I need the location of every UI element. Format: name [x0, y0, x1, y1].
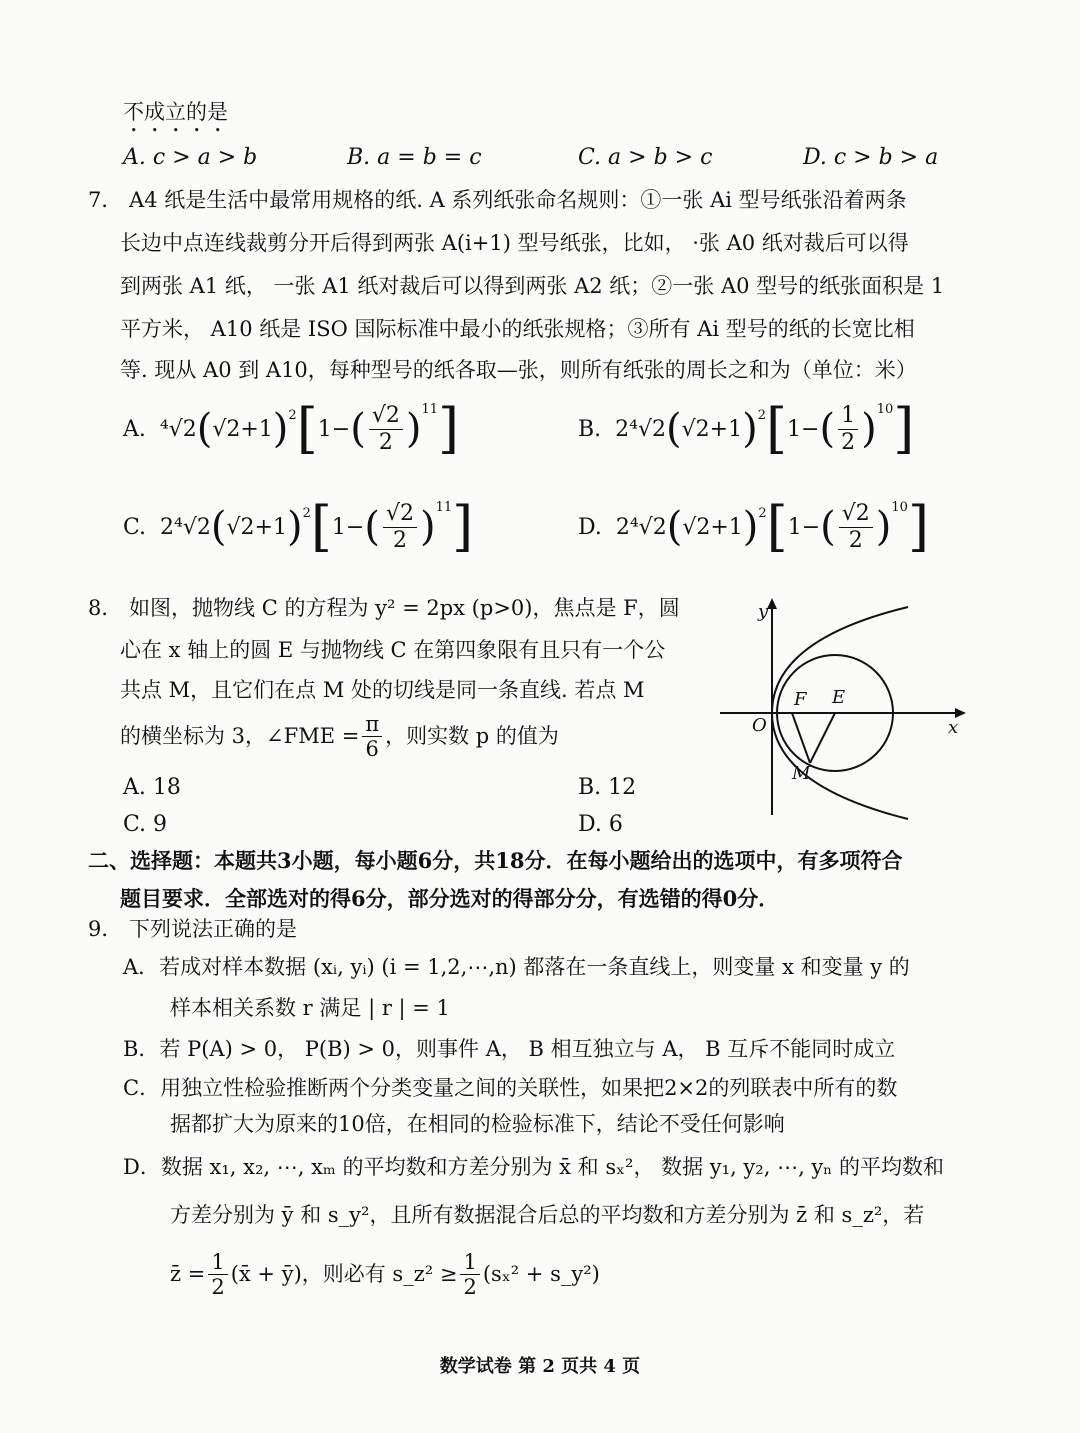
label-e: E	[832, 687, 846, 708]
q6-option-b: B. a = b = c	[347, 145, 482, 170]
q6-option-d: D. c > b > a	[803, 145, 939, 170]
label-o: O	[752, 715, 767, 736]
q7-option-b-sqrt2: √2	[681, 416, 710, 442]
q9-d3-z: z̄ =	[170, 1262, 206, 1287]
q8-option-d: D. 6	[578, 812, 623, 837]
q9-option-b: B．若 P(A) > 0， P(B) > 0，则事件 A， B 相互独立与 A， B 互斥不能同时成立	[123, 1037, 896, 1061]
q7-option-b-square: 2	[757, 408, 766, 423]
q6-option-c: C. a > b > c	[578, 145, 713, 170]
q7-option-a-label: A.	[123, 416, 146, 442]
q7-option-a-one-minus: 1−	[317, 416, 351, 442]
q6-option-a: A. c > a > b	[123, 145, 258, 170]
q7-option-b-coef: 2⁴√2	[615, 416, 667, 442]
q7-option-d-plus1: +1	[710, 514, 743, 540]
q8-line-4	[120, 712, 559, 761]
q9-stem: 9． 下列说法正确的是	[88, 917, 298, 941]
q9-d3-fraction-1: $\frac{1}{2}$	[208, 1250, 227, 1299]
q8-figure	[710, 595, 970, 825]
q7-option-d-fraction: $\frac{√2}{2}$	[839, 501, 873, 553]
q7-line-3: 到两张 A1 纸， 一张 A1 纸对裁后可以得到两张 A2 纸；②一张 A0 型号的纸张面积是 1	[120, 274, 945, 298]
q7-option-a-coef: ⁴√2	[159, 416, 197, 442]
q9-d3-fraction-2: $\frac{1}{2}$	[460, 1250, 479, 1299]
q9-option-d-line-2: 方差分别为 ȳ 和 s_y²，且所有数据混合后总的平均数和方差分别为 z̄ 和 s_z²，若	[170, 1203, 925, 1227]
q8-option-a: A. 18	[123, 775, 181, 800]
q9-d3-end: (sₓ² + s_y²)	[482, 1262, 600, 1287]
q7-option-d-one-minus: 1−	[787, 514, 821, 540]
y-axis-arrow	[767, 598, 777, 609]
q8-line-1: 8． 如图，抛物线 C 的方程为 y² = 2px (p>0)，焦点是 F，圆	[88, 596, 680, 620]
q7-line-4: 平方米， A10 纸是 ISO 国际标准中最小的纸张规格；③所有 Ai 型号的纸的长宽比相	[120, 317, 915, 341]
q7-option-c-exponent: 11	[435, 500, 453, 515]
q7-option-c-plus1: +1	[254, 514, 287, 540]
q7-option-b-fraction: $\frac{1}{2}$	[838, 403, 858, 455]
q7-option-d-square: 2	[758, 506, 767, 521]
q7-option-c-square: 2	[302, 506, 311, 521]
q7-option-d: D. 2⁴√2 ( √2 +1 ) 2 [ 1− ( $\frac{√2}{2}$ ) 10 ]	[578, 495, 930, 558]
q8-line-4-a: 的横坐标为 3，∠FME =	[120, 724, 360, 749]
q7-option-b-plus1: +1	[709, 416, 743, 442]
q7-line-1: 7． A4 纸是生活中最常用规格的纸. A 系列纸张命名规则：①一张 Ai 型号纸张沿着两条	[88, 188, 907, 212]
q7-option-a-sqrt2: √2	[212, 416, 241, 442]
q7-option-a-plus1: +1	[240, 416, 273, 442]
q7-option-d-label: D.	[578, 514, 602, 540]
q7-option-c: C. 2⁴√2 ( √2 +1 ) 2 [ 1− ( $\frac{√2}{2}$ ) 11 ]	[123, 495, 474, 558]
q7-option-c-fraction: $\frac{√2}{2}$	[383, 501, 417, 553]
label-x: x	[948, 717, 959, 738]
q9-option-a-line-2: 样本相关系数 r 满足 | r | = 1	[170, 996, 450, 1020]
q7-option-b-one-minus: 1−	[787, 416, 820, 442]
q7-option-b: B. 2⁴√2 ( √2 +1 ) 2 [ 1− ( $\frac{1}{2}$ ) 10 ]	[578, 397, 915, 460]
q7-option-c-coef: 2⁴√2	[160, 514, 211, 540]
section2-line-1: 二、选择题：本题共3小题，每小题6分，共18分．在每小题给出的选项中，有多项符合	[88, 848, 903, 873]
q7-option-c-one-minus: 1−	[331, 514, 365, 540]
q9-option-c-line-1: C．用独立性检验推断两个分类变量之间的关联性，如果把2×2的列联表中所有的数	[123, 1076, 898, 1100]
q7-option-c-label: C.	[123, 514, 147, 540]
label-m: M	[792, 763, 811, 784]
q7-line-2: 长边中点连线裁剪分开后得到两张 A(i+1) 型号纸张，比如， ·张 A0 纸对裁后可以得	[120, 231, 909, 255]
q7-option-a-fraction: $\frac{√2}{2}$	[369, 403, 403, 455]
q8-line-3: 共点 M，且它们在点 M 处的切线是同一条直线. 若点 M	[120, 678, 645, 702]
segment-em	[810, 713, 835, 763]
label-f: F	[794, 689, 807, 710]
q9-option-a-line-1: A．若成对样本数据 (xᵢ, yᵢ) (i = 1,2,⋯,n) 都落在一条直线上，则变量 x 和变量 y 的	[123, 955, 910, 979]
q7-line-5: 等. 现从 A0 到 A10，每种型号的纸各取—张，则所有纸张的周长之和为（单位：米）	[120, 358, 917, 382]
page-footer: 数学试卷 第 2 页共 4 页	[439, 1356, 641, 1377]
q9-option-d-line-3	[170, 1250, 600, 1299]
section2-line-2: 题目要求．全部选对的得6分，部分选对的得部分分，有选错的得0分．	[120, 886, 780, 911]
q9-d3-mid: (x̄ + ȳ)，则必有 s_z² ≥	[230, 1262, 458, 1287]
q8-angle-fraction: $\frac{\pi}{6}$	[362, 712, 382, 761]
q8-option-b: B. 12	[578, 775, 637, 800]
q7-option-b-exponent: 10	[876, 402, 894, 417]
q7-option-b-label: B.	[578, 416, 602, 442]
q6-tail: 不成立的是	[123, 100, 228, 124]
q9-option-d-line-1: D．数据 x₁, x₂, ⋯, xₘ 的平均数和方差分别为 x̄ 和 sₓ²， 数据 y₁, y₂, ⋯, yₙ 的平均数和	[123, 1155, 945, 1179]
q8-option-c: C. 9	[123, 812, 168, 837]
label-y: y	[758, 601, 769, 622]
q7-option-c-sqrt2: √2	[226, 514, 255, 540]
q7-option-d-sqrt2: √2	[682, 514, 711, 540]
q8-line-4-b: ，则实数 p 的值为	[385, 724, 559, 749]
q7-option-d-exponent: 10	[891, 500, 908, 515]
q7-option-a: A. ⁴√2 ( √2 +1 ) 2 [ 1− ( $\frac{√2}{2}$ ) 11 ]	[123, 397, 460, 460]
q7-option-a-square: 2	[288, 408, 297, 423]
q7-option-d-coef: 2⁴√2	[615, 514, 667, 540]
q8-line-2: 心在 x 轴上的圆 E 与抛物线 C 在第四象限有且只有一个公	[120, 638, 666, 662]
q7-option-a-exponent: 11	[421, 402, 438, 417]
q9-option-c-line-2: 据都扩大为原来的10倍，在相同的检验标准下，结论不受任何影响	[170, 1112, 785, 1136]
